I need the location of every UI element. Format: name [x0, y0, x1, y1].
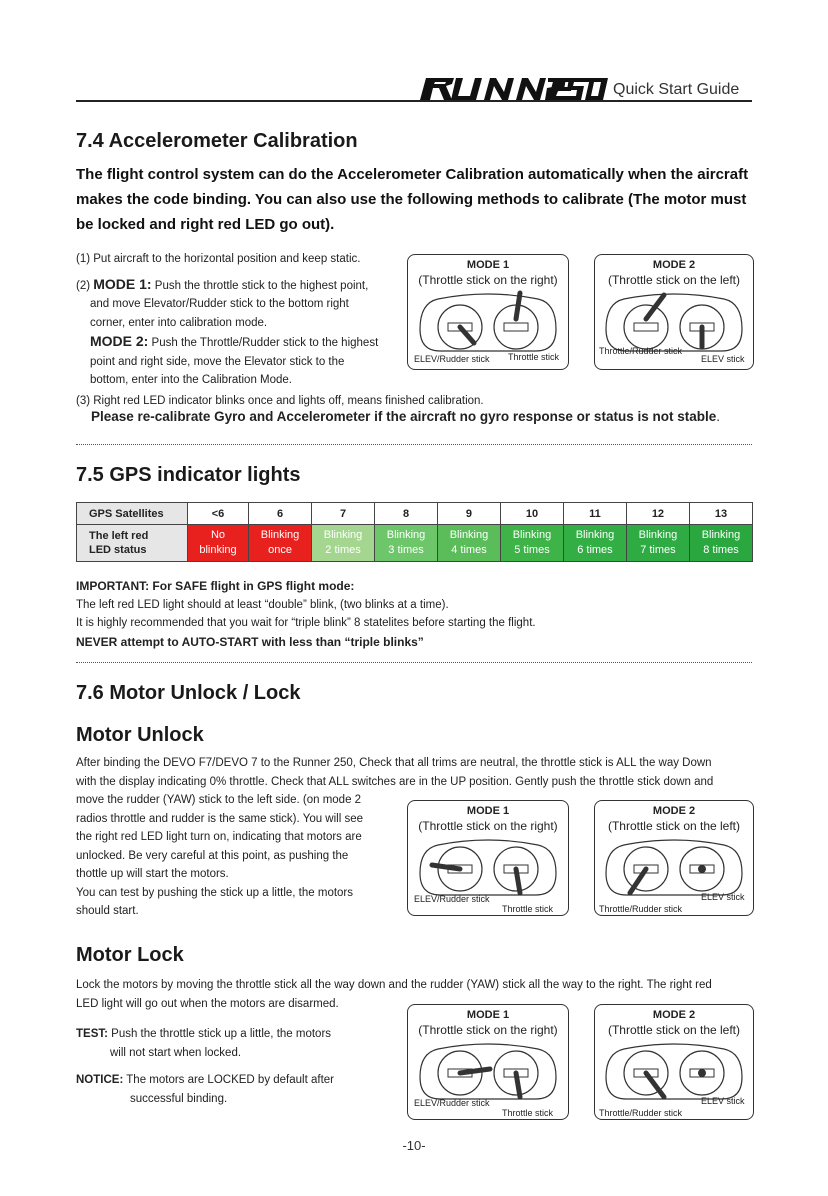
motor-unlock-title: Motor Unlock	[76, 724, 204, 746]
status-line: Blinking	[701, 529, 741, 541]
status-line: 7 times	[640, 544, 676, 556]
page-number: -10-	[402, 1138, 426, 1153]
throttle-label: Throttle stick	[502, 1108, 554, 1118]
step-3: (3) Right red LED indicator blinks once and lights off, means finished calibration.	[76, 395, 484, 407]
section-7-4-title: 7.4 Accelerometer Calibration	[76, 130, 358, 152]
motor-lock-title: Motor Lock	[76, 944, 184, 966]
row-label-line: LED status	[89, 544, 147, 556]
notice-note	[76, 1071, 334, 1108]
elev-rudder-label: ELEV/Rudder stick	[414, 894, 490, 904]
unlock-line: unlocked. Be very careful at this point, as pushing the	[76, 849, 349, 862]
led-status-cell	[689, 525, 752, 562]
mode-title: MODE 2	[652, 259, 696, 271]
calibration-steps	[76, 250, 386, 390]
throttle-label: Throttle stick	[508, 352, 560, 362]
transmitter-icon	[418, 289, 558, 355]
section-7-6-title: 7.6 Motor Unlock / Lock	[76, 682, 301, 704]
transmitter-icon	[418, 835, 558, 899]
throttle-rudder-label: Throttle/Rudder stick	[599, 346, 683, 356]
step-2-text: point and right side, move the Elevator stick to the	[90, 355, 345, 368]
status-line: Blinking	[386, 529, 426, 541]
status-line: 2 times	[325, 544, 361, 556]
step-1: (1) Put aircraft to the horizontal position and keep static.	[76, 253, 361, 265]
row-label-line: The left red	[89, 530, 149, 542]
table-row	[77, 503, 753, 525]
led-status-cell	[375, 525, 438, 562]
mode-subtitle: (Throttle stick on the left)	[607, 273, 741, 287]
gps-status-table	[76, 502, 753, 562]
section-7-4-lead	[76, 162, 748, 237]
led-status-cell	[438, 525, 501, 562]
notice-text: successful binding.	[130, 1092, 228, 1105]
section-7-5-title: 7.5 GPS indicator lights	[76, 464, 301, 486]
mode-subtitle: (Throttle stick on the right)	[418, 819, 558, 833]
step-2-prefix: (2)	[76, 279, 94, 292]
divider	[76, 662, 752, 663]
mode-subtitle: (Throttle stick on the left)	[607, 1023, 741, 1037]
unlock-line: radios throttle and rudder is the same stick). You will see	[76, 812, 364, 825]
mode-subtitle: (Throttle stick on the left)	[607, 819, 741, 833]
test-note	[76, 1025, 331, 1062]
status-line: once	[268, 544, 292, 556]
elev-label: ELEV stick	[701, 1096, 745, 1106]
led-status-cell	[188, 525, 249, 562]
sats-cell: 13	[689, 503, 752, 525]
step-2-text: bottom, enter into the Calibration Mode.	[90, 374, 293, 386]
elev-label: ELEV stick	[701, 892, 745, 902]
lead-line: makes the code binding. You can also use the following methods to calibrate (The motor must	[76, 191, 747, 208]
status-line: 6 times	[577, 544, 613, 556]
status-line: 4 times	[451, 544, 487, 556]
recalibrate-note-text: Please re-calibrate Gyro and Accelerometer if the aircraft no gyro response or status is not stable	[91, 409, 717, 424]
sats-cell: 7	[312, 503, 375, 525]
unlock-line: the right red LED light turn on, indicating that motors are	[76, 831, 362, 843]
notice-text: The motors are LOCKED by default after	[123, 1074, 334, 1086]
mode-title: MODE 1	[466, 805, 510, 817]
led-status-cell	[249, 525, 312, 562]
sats-cell: 9	[438, 503, 501, 525]
sats-cell: 11	[563, 503, 626, 525]
mode-2-label: MODE 2:	[90, 333, 149, 349]
status-line: Blinking	[638, 529, 678, 541]
elev-rudder-label: ELEV/Rudder stick	[414, 1098, 490, 1108]
mode-title: MODE 2	[652, 1009, 696, 1021]
led-status-cell	[312, 525, 375, 562]
status-line: 3 times	[388, 544, 424, 556]
unlock-line: move the rudder (YAW) stick to the left side. (on mode 2	[76, 794, 362, 806]
status-line: 8 times	[703, 544, 739, 556]
throttle-rudder-label: Throttle/Rudder stick	[599, 1108, 683, 1118]
lead-line: be locked and right red LED go out).	[76, 216, 335, 233]
lock-mode-1-diagram	[407, 1004, 569, 1120]
gps-note-line: The left red LED light should at least “double” blink, (two blinks at a time).	[76, 598, 449, 611]
lead-line: The flight control system can do the Accelerometer Calibration automatically when the aircraft	[76, 166, 749, 183]
table-row	[77, 525, 753, 562]
recalibrate-note-end: .	[716, 409, 720, 424]
unlock-mode-2-diagram	[594, 800, 754, 916]
mode-subtitle: (Throttle stick on the right)	[418, 1023, 558, 1037]
step-2-text: corner, enter into calibration mode.	[90, 316, 268, 329]
calibration-mode-2-diagram	[594, 254, 754, 370]
header-rule	[76, 100, 752, 102]
transmitter-icon	[604, 1039, 744, 1103]
lock-mode-2-diagram	[594, 1004, 754, 1120]
status-line: Blinking	[260, 529, 300, 541]
elev-label: ELEV stick	[701, 354, 745, 364]
sats-cell: 8	[375, 503, 438, 525]
divider	[76, 444, 752, 445]
mode-1-label: MODE 1:	[93, 275, 152, 292]
gps-note-line: It is highly recommended that you wait for “triple blink” 8 statelites before starting the flight.	[76, 617, 536, 629]
gps-notes	[76, 577, 536, 651]
important-heading: IMPORTANT: For SAFE flight in GPS flight mode:	[76, 579, 355, 593]
status-line: Blinking	[512, 529, 552, 541]
status-line: Blinking	[449, 529, 489, 541]
status-line: Blinking	[575, 529, 615, 541]
recalibrate-note	[91, 409, 720, 424]
transmitter-icon	[604, 835, 744, 899]
step-2	[76, 275, 386, 390]
unlock-line: You can test by pushing the stick up a little, the motors	[76, 886, 354, 899]
guide-subtitle: Quick Start Guide	[613, 81, 740, 98]
unlock-line: thottle up will start the motors.	[76, 868, 229, 880]
mode-title: MODE 1	[466, 259, 510, 271]
unlock-line: with the display indicating 0% throttle. Check that ALL switches are in the UP position. Gently push the throttle stick down and	[76, 775, 714, 788]
unlock-line: After binding the DEVO F7/DEVO 7 to the Runner 250, Check that all trims are neutral, the throttle stick is ALL the way Down	[76, 757, 712, 769]
throttle-label: Throttle stick	[502, 904, 554, 914]
status-line: 5 times	[514, 544, 550, 556]
gps-warning: NEVER attempt to AUTO-START with less than “triple blinks”	[76, 634, 424, 649]
row-label	[77, 525, 188, 562]
calibration-mode-1-diagram	[407, 254, 569, 370]
notice-label: NOTICE:	[76, 1074, 124, 1086]
mode-title: MODE 1	[466, 1009, 510, 1021]
sats-cell: 10	[500, 503, 563, 525]
status-line: No	[210, 529, 226, 541]
led-status-cell	[500, 525, 563, 562]
test-text: Push the throttle stick up a little, the motors	[107, 1028, 332, 1040]
lock-line: Lock the motors by moving the throttle stick all the way down and the rudder (YAW) stick all the way to the right. The right red	[76, 979, 712, 991]
led-status-cell	[563, 525, 626, 562]
status-line: Blinking	[323, 529, 363, 541]
lock-line: LED light will go out when the motors are disarmed.	[76, 997, 339, 1010]
unlock-line: should start.	[76, 905, 139, 917]
sats-cell: 12	[626, 503, 689, 525]
sats-cell: 6	[249, 503, 312, 525]
status-line: blinking	[199, 544, 237, 556]
test-text: will not start when locked.	[110, 1046, 242, 1059]
step-2-text: Push the Throttle/Rudder stick to the highest	[148, 337, 379, 349]
unlock-mode-1-diagram	[407, 800, 569, 916]
mode-title: MODE 2	[652, 805, 696, 817]
sats-cell: <6	[188, 503, 249, 525]
led-status-cell	[626, 525, 689, 562]
throttle-rudder-label: Throttle/Rudder stick	[599, 904, 683, 914]
step-2-text: Push the throttle stick to the highest point,	[151, 279, 369, 292]
table-header-label: GPS Satellites	[77, 503, 188, 525]
mode-subtitle: (Throttle stick on the right)	[418, 273, 558, 287]
transmitter-icon	[418, 1039, 558, 1103]
elev-rudder-label: ELEV/Rudder stick	[414, 354, 490, 364]
step-2-text: and move Elevator/Rudder stick to the bottom right	[90, 298, 349, 310]
test-label: TEST:	[76, 1028, 108, 1040]
